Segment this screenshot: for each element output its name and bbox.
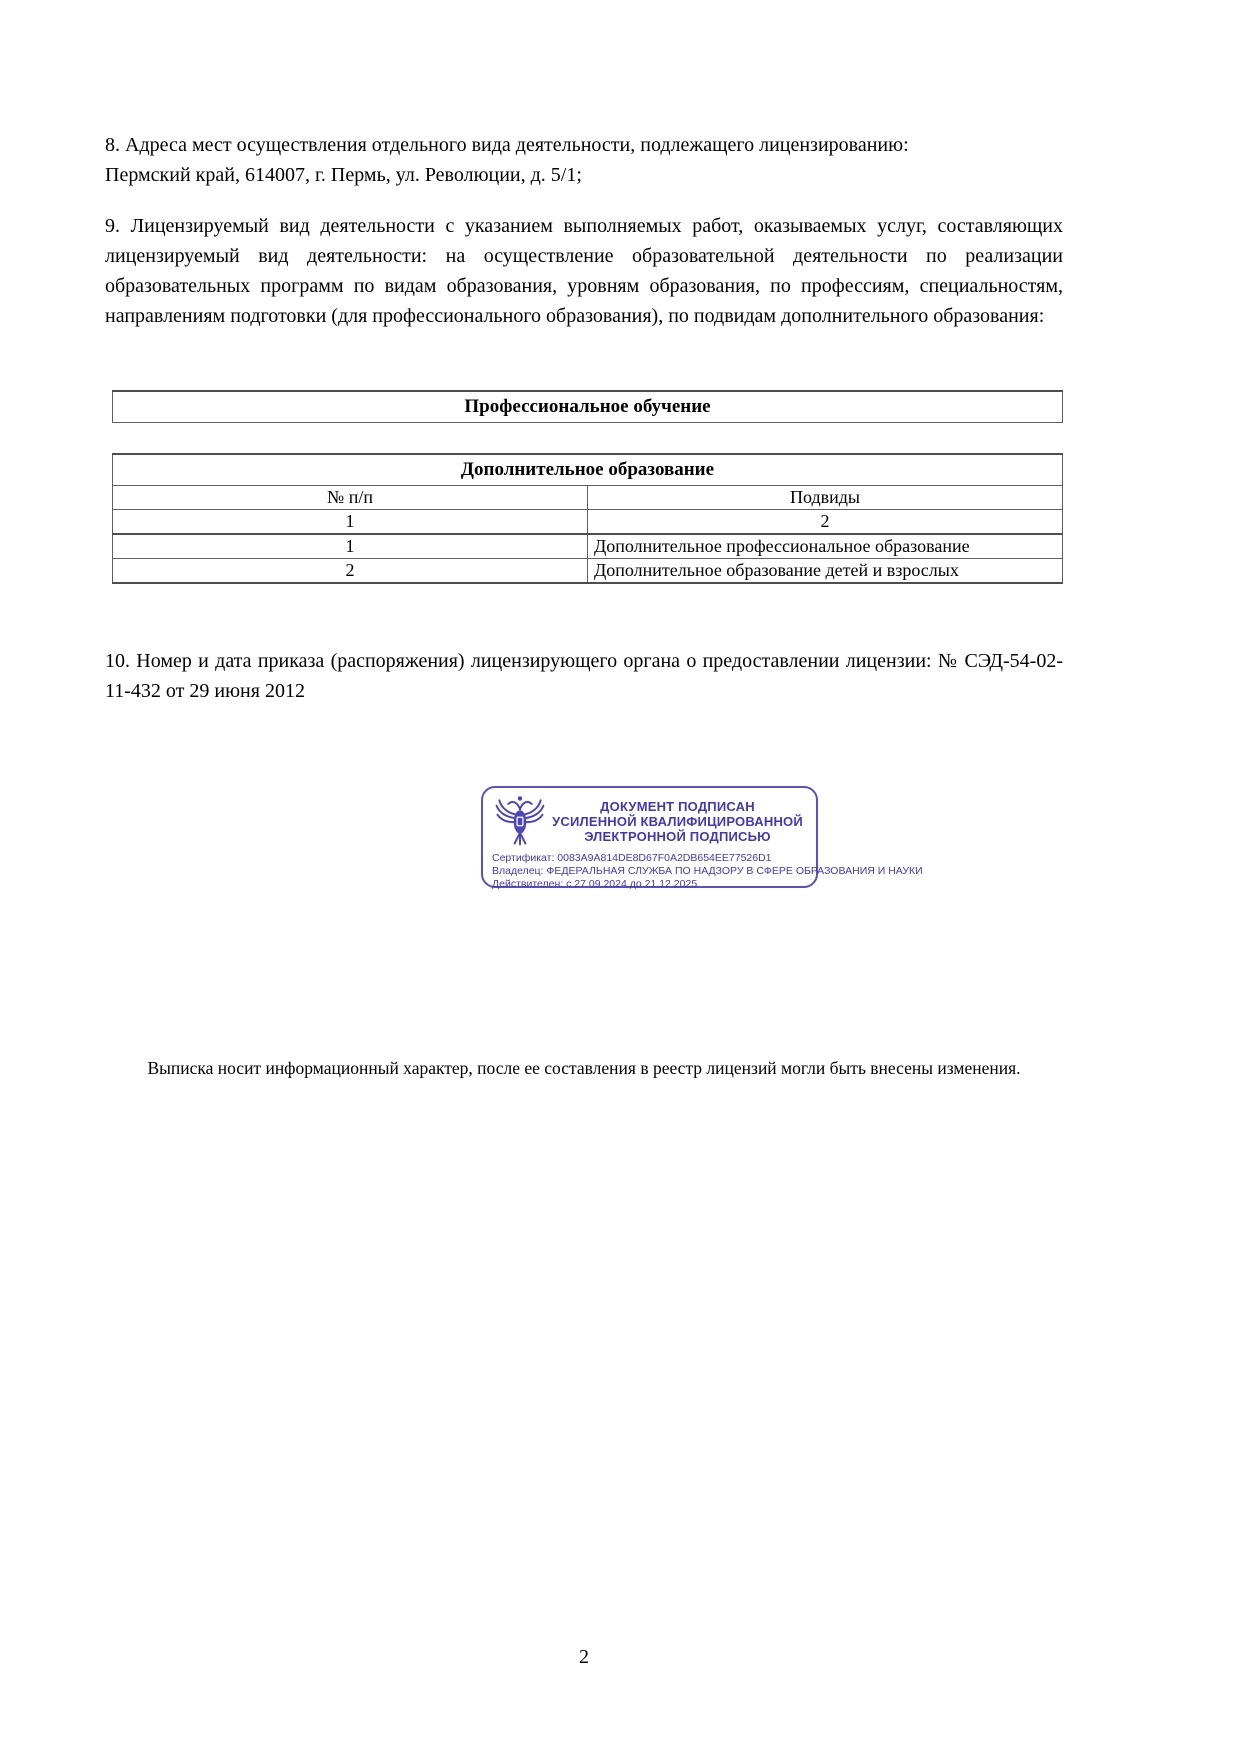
paragraph-9-licensed-activity: 9. Лицензируемый вид деятельности с указанием выполняемых работ, оказываемых услуг, составляющих лицензируемый вид деятельности: на осуществление образовательной деятельности по реализации образовательных программ по видам образования, уровням образования, по профессиям, специальностям, направлениям подготовки (для профессионального образования), по подвидам дополнительного образования: [105, 215, 1063, 327]
column-number-2: 2 [588, 510, 1063, 535]
stamp-title [548, 799, 807, 844]
additional-education-title: Дополнительное образование [113, 454, 1063, 486]
professional-training-title: Профессиональное обучение [113, 391, 1063, 423]
row-subtype-name: Дополнительное образование детей и взрослых [588, 559, 1063, 584]
table-row [113, 559, 1063, 584]
professional-training-table [112, 390, 1063, 423]
stamp-owner: Владелец: ФЕДЕРАЛЬНАЯ СЛУЖБА ПО НАДЗОРУ В СФЕРЕ ОБРАЗОВАНИЯ И НАУКИ [492, 865, 923, 877]
professional-training-table-inner [112, 390, 1063, 423]
table-header-row [113, 486, 1063, 510]
paragraph-8-addresses [105, 130, 1063, 190]
table-row [113, 534, 1063, 559]
stamp-certificate: Сертификат: 0083A9A814DE8D67F0A2DB654EE77526D1 [492, 852, 772, 864]
column-number-row [113, 510, 1063, 535]
paragraph-8-line2: Пермский край, 614007, г. Пермь, ул. Революции, д. 5/1; [105, 164, 582, 186]
informational-footer-note: Выписка носит информационный характер, после ее составления в реестр лицензий могли быть внесены изменения. [147, 1058, 1021, 1078]
additional-education-table-inner [112, 453, 1063, 584]
column-header-num: № п/п [113, 486, 588, 510]
stamp-title-line2: УСИЛЕННОЙ КВАЛИФИЦИРОВАННОЙ [552, 813, 803, 829]
row-number: 2 [113, 559, 588, 584]
column-number-1: 1 [113, 510, 588, 535]
coat-of-arms-eagle-icon [492, 793, 548, 849]
stamp-validity: Действителен: с 27.09.2024 до 21.12.2025 [492, 878, 698, 890]
stamp-title-line3: ЭЛЕКТРОННОЙ ПОДПИСЬЮ [584, 828, 771, 844]
stamp-details [492, 852, 923, 891]
digital-signature-stamp [481, 786, 923, 890]
paragraph-8-line1: 8. Адреса мест осуществления отдельного вида деятельности, подлежащего лицензированию: [105, 134, 909, 156]
additional-education-table [112, 453, 1063, 584]
row-number: 1 [113, 534, 588, 559]
stamp-header [492, 793, 807, 849]
stamp-title-line1: ДОКУМЕНТ ПОДПИСАН [600, 798, 755, 814]
paragraph-10-order-number: 10. Номер и дата приказа (распоряжения) лицензирующего органа о предоставлении лицензии: № СЭД-54-02-11-432 от 29 июня 2012 [105, 650, 1063, 702]
page-number: 2 [579, 1646, 589, 1668]
row-subtype-name: Дополнительное профессиональное образование [588, 534, 1063, 559]
column-header-subtypes: Подвиды [588, 486, 1063, 510]
